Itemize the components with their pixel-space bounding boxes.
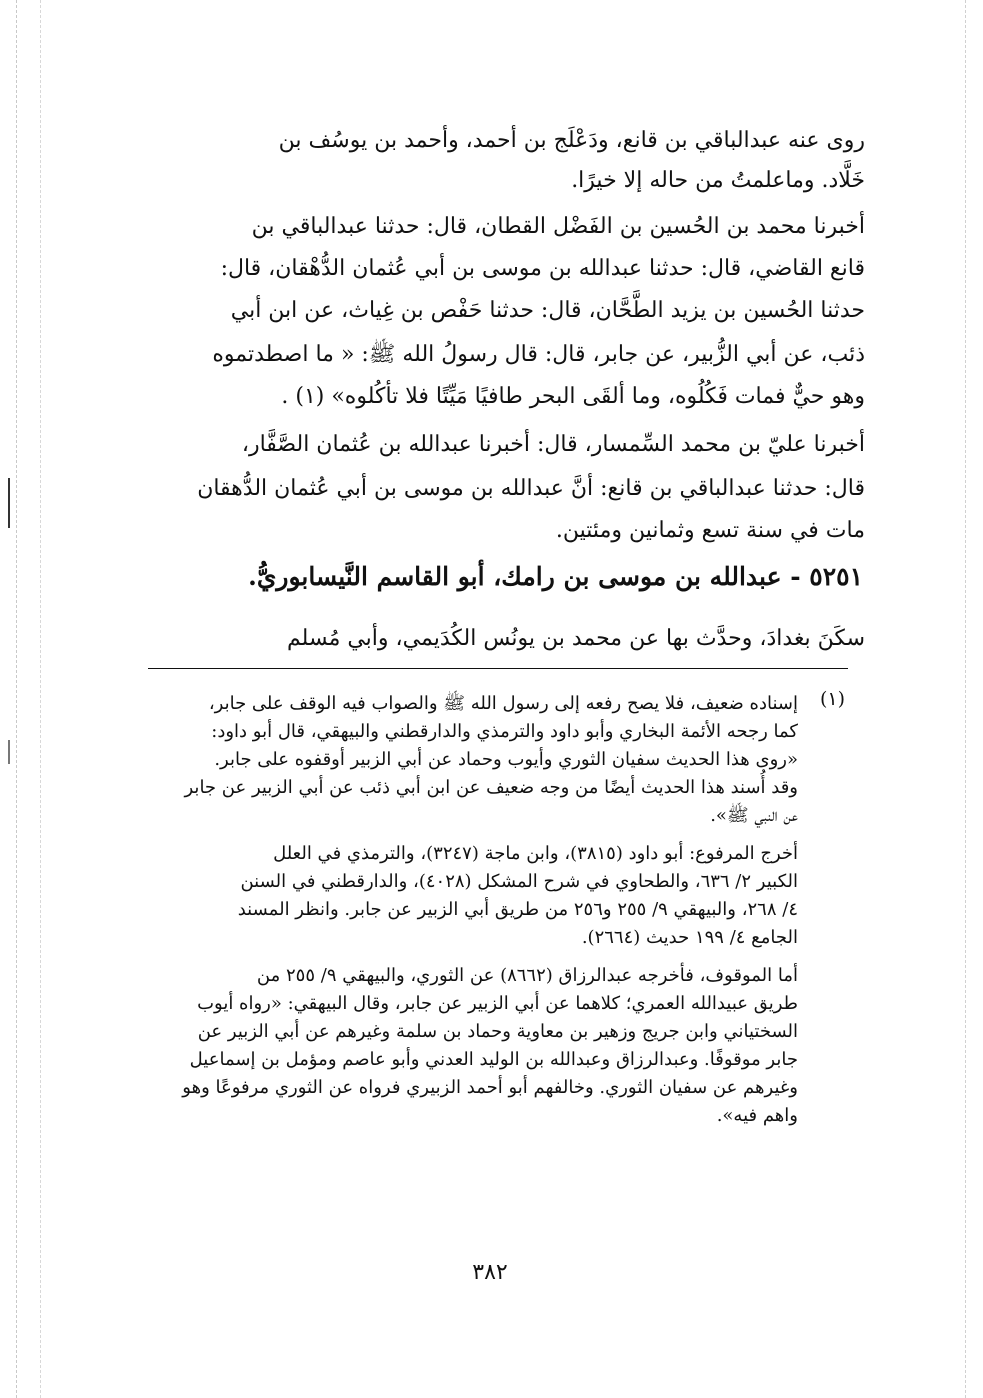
body-line: أخبرنا عليّ بن محمد السِّمسار، قال: أخبرنا عبدالله بن عُثمان الصَّفَّار، <box>241 432 865 457</box>
footnote-number: (١) <box>820 688 846 710</box>
footnote-line: أخرج المرفوع: أبو داود (٣٨١٥)، وابن ماجة (٣٢٤٧)، والترمذي في العلل <box>273 843 798 864</box>
footnote-line: السختياني وابن جريج وزهير بن معاوية وحماد بن سلمة وغيرهم عن أبي الزبير عن <box>197 1021 798 1042</box>
footnote-line: طريق عبيدالله العمري؛ كلاهما عن أبي الزبير عن جابر، وقال البيهقي: «رواه أيوب <box>197 993 798 1014</box>
body-line: خَلَّاد. وماعلمتُ من حاله إلا خيرًا. <box>571 168 865 193</box>
footnote-line: واهم فيه». <box>716 1105 798 1126</box>
scan-guide-line <box>40 0 41 1398</box>
body-line: أخبرنا محمد بن الحُسين بن الفَضْل القطان، قال: حدثنا عبدالباقي بن <box>251 214 865 239</box>
footnote-line: الكبير ٢/ ٦٣٦، والطحاوي في شرح المشكل (٤٠٢٨)، والدارقطني في السنن <box>240 871 798 892</box>
scan-artifact <box>8 740 10 764</box>
entry-heading: ٥٢٥١ - عبدالله بن موسى بن رامك، أبو القاسم النَّيسابوريُّ. <box>248 562 863 591</box>
footnote-line: عن النبي ﷺ». <box>710 805 798 826</box>
footnote-line: إسناده ضعيف، فلا يصح رفعه إلى رسول الله ﷺ والصواب فيه الوقف على جابر، <box>208 693 798 714</box>
body-line: سكَنَ بغدادَ، وحدَّث بها عن محمد بن يونُس الكُدَيمي، وأبي مُسلم <box>287 626 865 651</box>
body-line: حدثنا الحُسين بن يزيد الطَّحَّان، قال: حدثنا حَفْص بن غِياث، عن ابن أبي <box>230 298 865 323</box>
body-line: وهو حيٌّ فمات فَكُلُوه، وما ألقَى البحر طافيًا مَيِّتًا فلا تأكُلوه» (١) . <box>281 384 865 409</box>
footnote-line: أما الموقوف، فأخرجه عبدالرزاق (٨٦٦٢) عن الثوري، والبيهقي ٩/ ٢٥٥ من <box>256 965 798 986</box>
footnote-line: «روى هذا الحديث سفيان الثوري وأيوب وحماد عن أبي الزبير أوقفوه على جابر. <box>214 749 798 770</box>
footnote-line: جابر موقوفًا. وعبدالرزاق وعبدالله بن الوليد العدني وأبو عاصم ومؤمل بن إسماعيل <box>189 1049 798 1070</box>
footnote-line: الجامع ٤/ ١٩٩ حديث (٢٦٦٤). <box>581 927 798 948</box>
footnote-line: وغيرهم عن سفيان الثوري. وخالفهم أبو أحمد الزبيري فرواه عن الثوري مرفوعًا وهو <box>182 1077 798 1098</box>
body-line: قال: حدثنا عبدالباقي بن قانع: أنَّ عبدالله بن موسى بن أبي عُثمان الدُّهقان <box>197 476 865 501</box>
page-number: ٣٨٢ <box>472 1260 508 1285</box>
footnote-separator <box>148 668 848 669</box>
body-line: مات في سنة تسع وثمانين ومئتين. <box>555 518 865 543</box>
body-line: قانع القاضي، قال: حدثنا عبدالله بن موسى بن أبي عُثمان الدُّهْقان، قال: <box>220 256 865 281</box>
scan-guide-line <box>16 0 17 1398</box>
body-line: ذئب، عن أبي الزُّبير، عن جابر، قال: قال رسولُ الله ﷺ: « ما اصطدتموه <box>212 342 865 367</box>
body-line: روى عنه عبدالباقي بن قانع، ودَعْلَج بن أحمد، وأحمد بن يوسُف بن <box>278 128 865 153</box>
footnote-line: وقد أُسند هذا الحديث أيضًا من وجه ضعيف عن ابن أبي ذئب عن أبي الزبير عن جابر <box>184 777 798 798</box>
scan-guide-line <box>965 0 966 1398</box>
footnote-line: كما رجحه الأئمة البخاري وأبو داود والترمذي والدارقطني والبيهقي، قال أبو داود: <box>211 721 798 742</box>
scan-artifact <box>8 478 10 528</box>
footnote-line: ٤/ ٢٦٨، والبيهقي ٩/ ٢٥٥ و٢٥٦ من طريق أبي الزبير عن جابر. وانظر المسند <box>237 899 798 920</box>
